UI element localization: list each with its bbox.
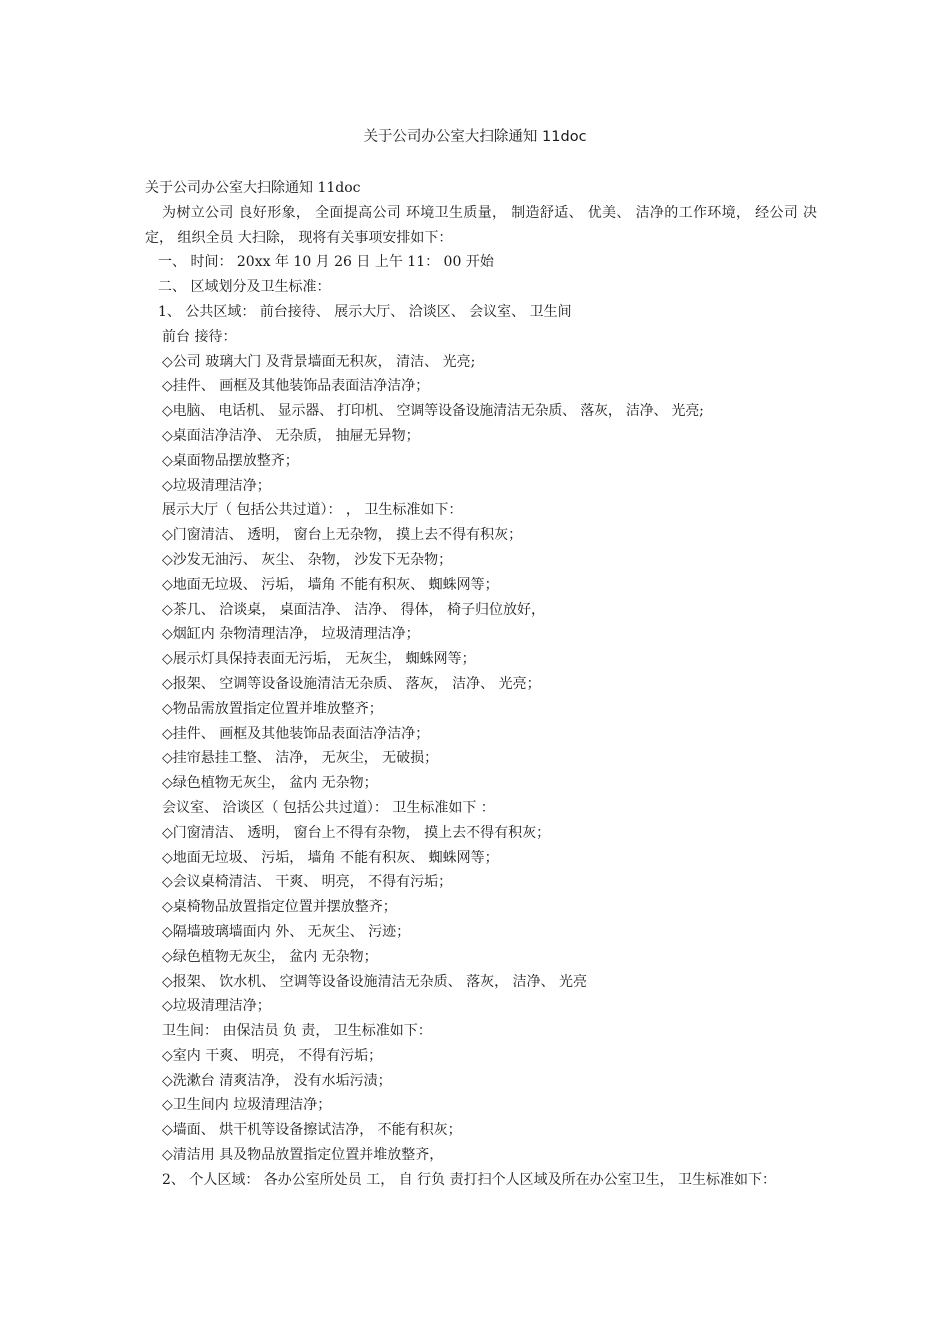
document-line: ◇地面无垃圾、 污垢， 墙角 不能有积灰、 蜘蛛网等； <box>162 849 499 866</box>
document-line: ◇桌面物品摆放整齐； <box>162 452 299 469</box>
document-line: ◇茶几、 洽谈桌， 桌面洁净、 洁净、 得体， 椅子归位放好， <box>162 601 546 618</box>
document-line: ◇地面无垃圾、 污垢， 墙角 不能有积灰、 蜘蛛网等； <box>162 576 499 593</box>
document-line: ◇报架、 空调等设备设施清洁无杂质、 落灰， 洁净、 光亮； <box>162 675 541 692</box>
document-line: ◇挂件、 画框及其他装饰品表面洁净洁净； <box>162 725 430 742</box>
document-line: ◇烟缸内 杂物清理洁净， 垃圾清理洁净； <box>162 626 420 643</box>
document-line: ◇桌面洁净洁净、 无杂质， 抽屉无异物； <box>162 427 420 444</box>
document-line: ◇公司 玻璃大门 及背景墙面无积灰， 清洁、 光亮; <box>162 353 476 370</box>
document-line: ◇展示灯具保持表面无污垢， 无灰尘， 蜘蛛网等； <box>162 651 476 668</box>
document-line: ◇垃圾清理洁净； <box>162 998 271 1015</box>
document-lines <box>145 250 817 1167</box>
page-title: 关于公司办公室大扫除通知 11doc <box>363 129 587 145</box>
document-heading: 关于公司办公室大扫除通知 11doc <box>145 180 361 196</box>
document-line: ◇挂件、 画框及其他装饰品表面洁净洁净； <box>162 378 430 395</box>
document-line: ◇挂帘悬挂工整、 洁净， 无灰尘， 无破损； <box>162 750 439 767</box>
document-line: ◇门窗清洁、 透明， 窗台上不得有杂物， 摸上去不得有积灰； <box>162 824 551 841</box>
document-line: ◇卫生间内 垃圾清理洁净； <box>162 1097 332 1114</box>
document-line: 二、 区域划分及卫生标准： <box>158 279 331 296</box>
document-line: ◇桌椅物品放置指定位置并摆放整齐； <box>162 899 397 916</box>
document-line: ◇绿色植物无灰尘， 盆内 无杂物； <box>162 775 378 792</box>
document-line: 展示大厅（ 包括公共过道）： ， 卫生标准如下： <box>162 502 463 519</box>
document-line: 会议室、 洽谈区（ 包括公共过道）： 卫生标准如下 ： <box>162 799 495 816</box>
document-line: ◇垃圾清理洁净； <box>162 477 271 494</box>
document-line: ◇门窗清洁、 透明， 窗台上无杂物， 摸上去不得有积灰； <box>162 527 523 544</box>
document-line: ◇清洁用 具及物品放置指定位置并堆放整齐， <box>162 1147 444 1164</box>
document-line: ◇室内 干爽、 明亮， 不得有污垢； <box>162 1047 383 1064</box>
document-line: ◇电脑、 电话机、 显示器、 打印机、 空调等设备设施清洁无杂质、 落灰， 洁净、 光亮; <box>162 403 704 420</box>
document-line: ◇报架、 饮水机、 空调等设备设施清洁无杂质、 落灰， 洁净、 光亮 <box>162 973 588 990</box>
document-line: 卫生间： 由保洁员 负 责， 卫生标准如下： <box>162 1023 432 1040</box>
document-line: ◇隔墙玻璃墙面内 外、 无灰尘、 污迹； <box>162 923 411 940</box>
document-line: ◇沙发无油污、 灰尘、 杂物， 沙发下无杂物； <box>162 551 453 568</box>
document-line: 前台 接待： <box>162 328 237 345</box>
document-line: ◇洗漱台 清爽洁净， 没有水垢污渍； <box>162 1072 392 1089</box>
document-line: ◇绿色植物无灰尘， 盆内 无杂物； <box>162 948 378 965</box>
document-line: ◇会议桌椅清洁、 干爽、 明亮， 不得有污垢； <box>162 874 453 891</box>
closing-paragraph: 2、 个人区域： 各办公室所处员 工， 自 行负 责打扫个人区域及所在办公室卫生， 卫生标准如下： <box>162 1171 777 1188</box>
document-line: ◇物品需放置指定位置并堆放整齐； <box>162 700 383 717</box>
document-line: ◇墙面、 烘干机等设备擦试洁净， 不能有积灰； <box>162 1122 462 1139</box>
document-line: 1、 公共区域： 前台接待、 展示大厅、 洽谈区、 会议室、 卫生间 <box>158 303 572 320</box>
document-body <box>145 176 817 1193</box>
document-line: 一、 时间： 20xx 年 10 月 26 日 上午 11： 00 开始 <box>158 254 494 271</box>
intro-paragraph: 为树立公司 良好形象， 全面提高公司 环境卫生质量， 制造舒适、 优美、 洁净的工作环境， 经公司 决定， 组织全员 大扫除， 现将有关事项安排如下： <box>145 204 817 246</box>
